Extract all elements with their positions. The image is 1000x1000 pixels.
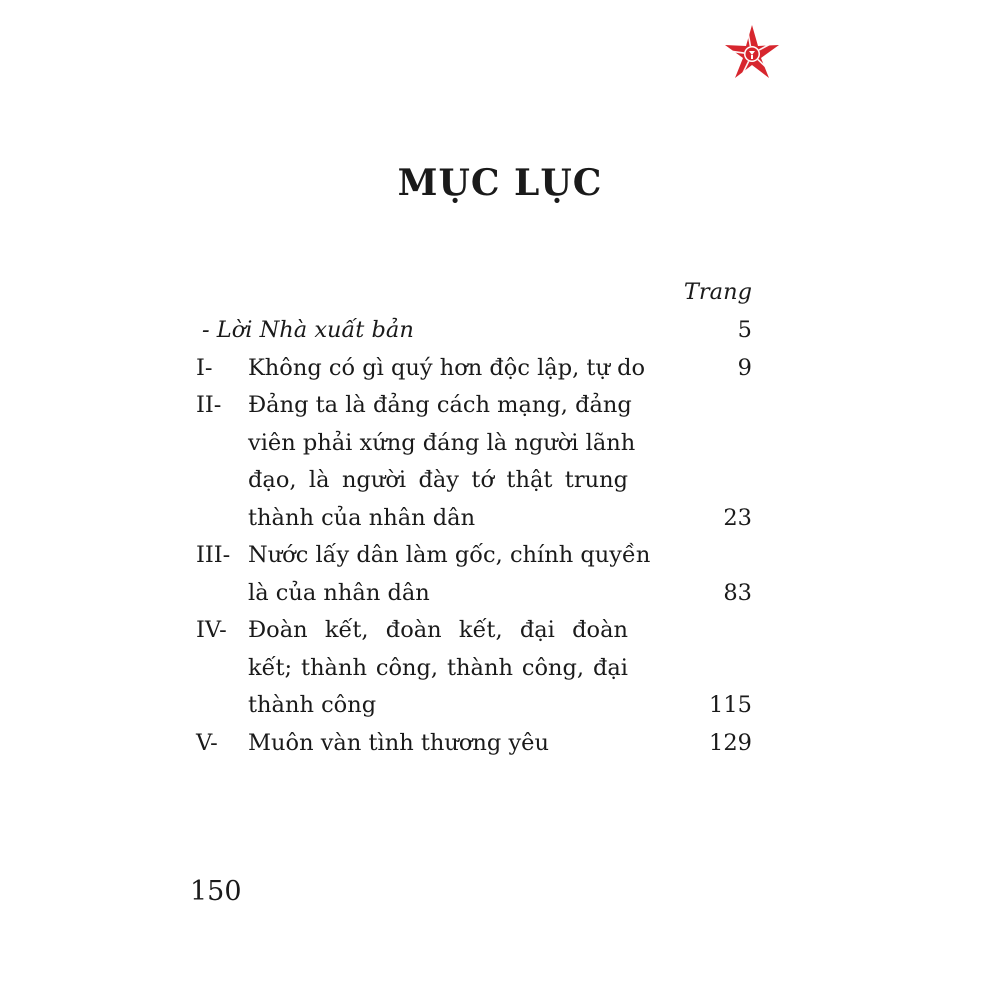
- publisher-star-logo-icon: [722, 24, 782, 84]
- toc-entry: [196, 537, 752, 612]
- toc-entry-page: 5: [737, 317, 752, 343]
- toc-entry-title-line: Muôn vàn tình thương yêu: [248, 729, 549, 756]
- toc-entry-title-line: Đảng ta là đảng cách mạng, đảng: [248, 392, 632, 418]
- toc-entry-number: V-: [196, 729, 218, 756]
- toc-entry-page: 83: [723, 579, 752, 606]
- toc-entry-title-line: kết; thành công, thành công, đại: [248, 654, 628, 681]
- toc-entry-title-line: Không có gì quý hơn độc lập, tự do: [248, 354, 646, 381]
- toc-entry-title: - Lời Nhà xuất bản: [202, 317, 414, 343]
- toc-entry-title-line: viên phải xứng đáng là người lãnh: [248, 429, 636, 456]
- footer-page-number: 150: [190, 876, 242, 907]
- toc-entry-title-line: là của nhân dân: [248, 579, 430, 606]
- toc-entry-title-line: thành công: [248, 692, 377, 718]
- toc-entry-number: IV-: [196, 617, 227, 643]
- page-title: MỤC LỤC: [397, 162, 603, 204]
- toc-entry-page: 115: [709, 692, 752, 718]
- toc-entry: [196, 612, 752, 725]
- toc-entry-page: 129: [709, 729, 752, 756]
- toc-entry-page: 9: [737, 354, 752, 381]
- table-of-contents: [196, 272, 752, 762]
- toc-entry: [196, 350, 752, 388]
- toc-entry-title-line: đạo, là người đày tớ thật trung: [248, 467, 628, 493]
- toc-entry-title: [248, 725, 628, 763]
- toc-entry-title: [248, 537, 651, 612]
- toc-entry: [196, 725, 752, 763]
- toc-entry: [196, 312, 752, 350]
- toc-entry-title-line: Nước lấy dân làm gốc, chính quyền: [248, 542, 651, 568]
- toc-entry-title-line: Đoàn kết, đoàn kết, đại đoàn: [248, 617, 628, 643]
- toc-entry-title: [248, 387, 636, 537]
- toc-entry-title: [248, 612, 628, 725]
- toc-entry-title: [248, 350, 646, 388]
- page-column-heading: Trang: [683, 279, 752, 305]
- toc-entry: [196, 387, 752, 537]
- toc-entry-page: 23: [723, 504, 752, 531]
- toc-entry-title-line: thành của nhân dân: [248, 504, 476, 531]
- toc-entry-number: II-: [196, 392, 222, 418]
- toc-entry-number: III-: [196, 542, 231, 568]
- toc-entry-number: I-: [196, 354, 213, 381]
